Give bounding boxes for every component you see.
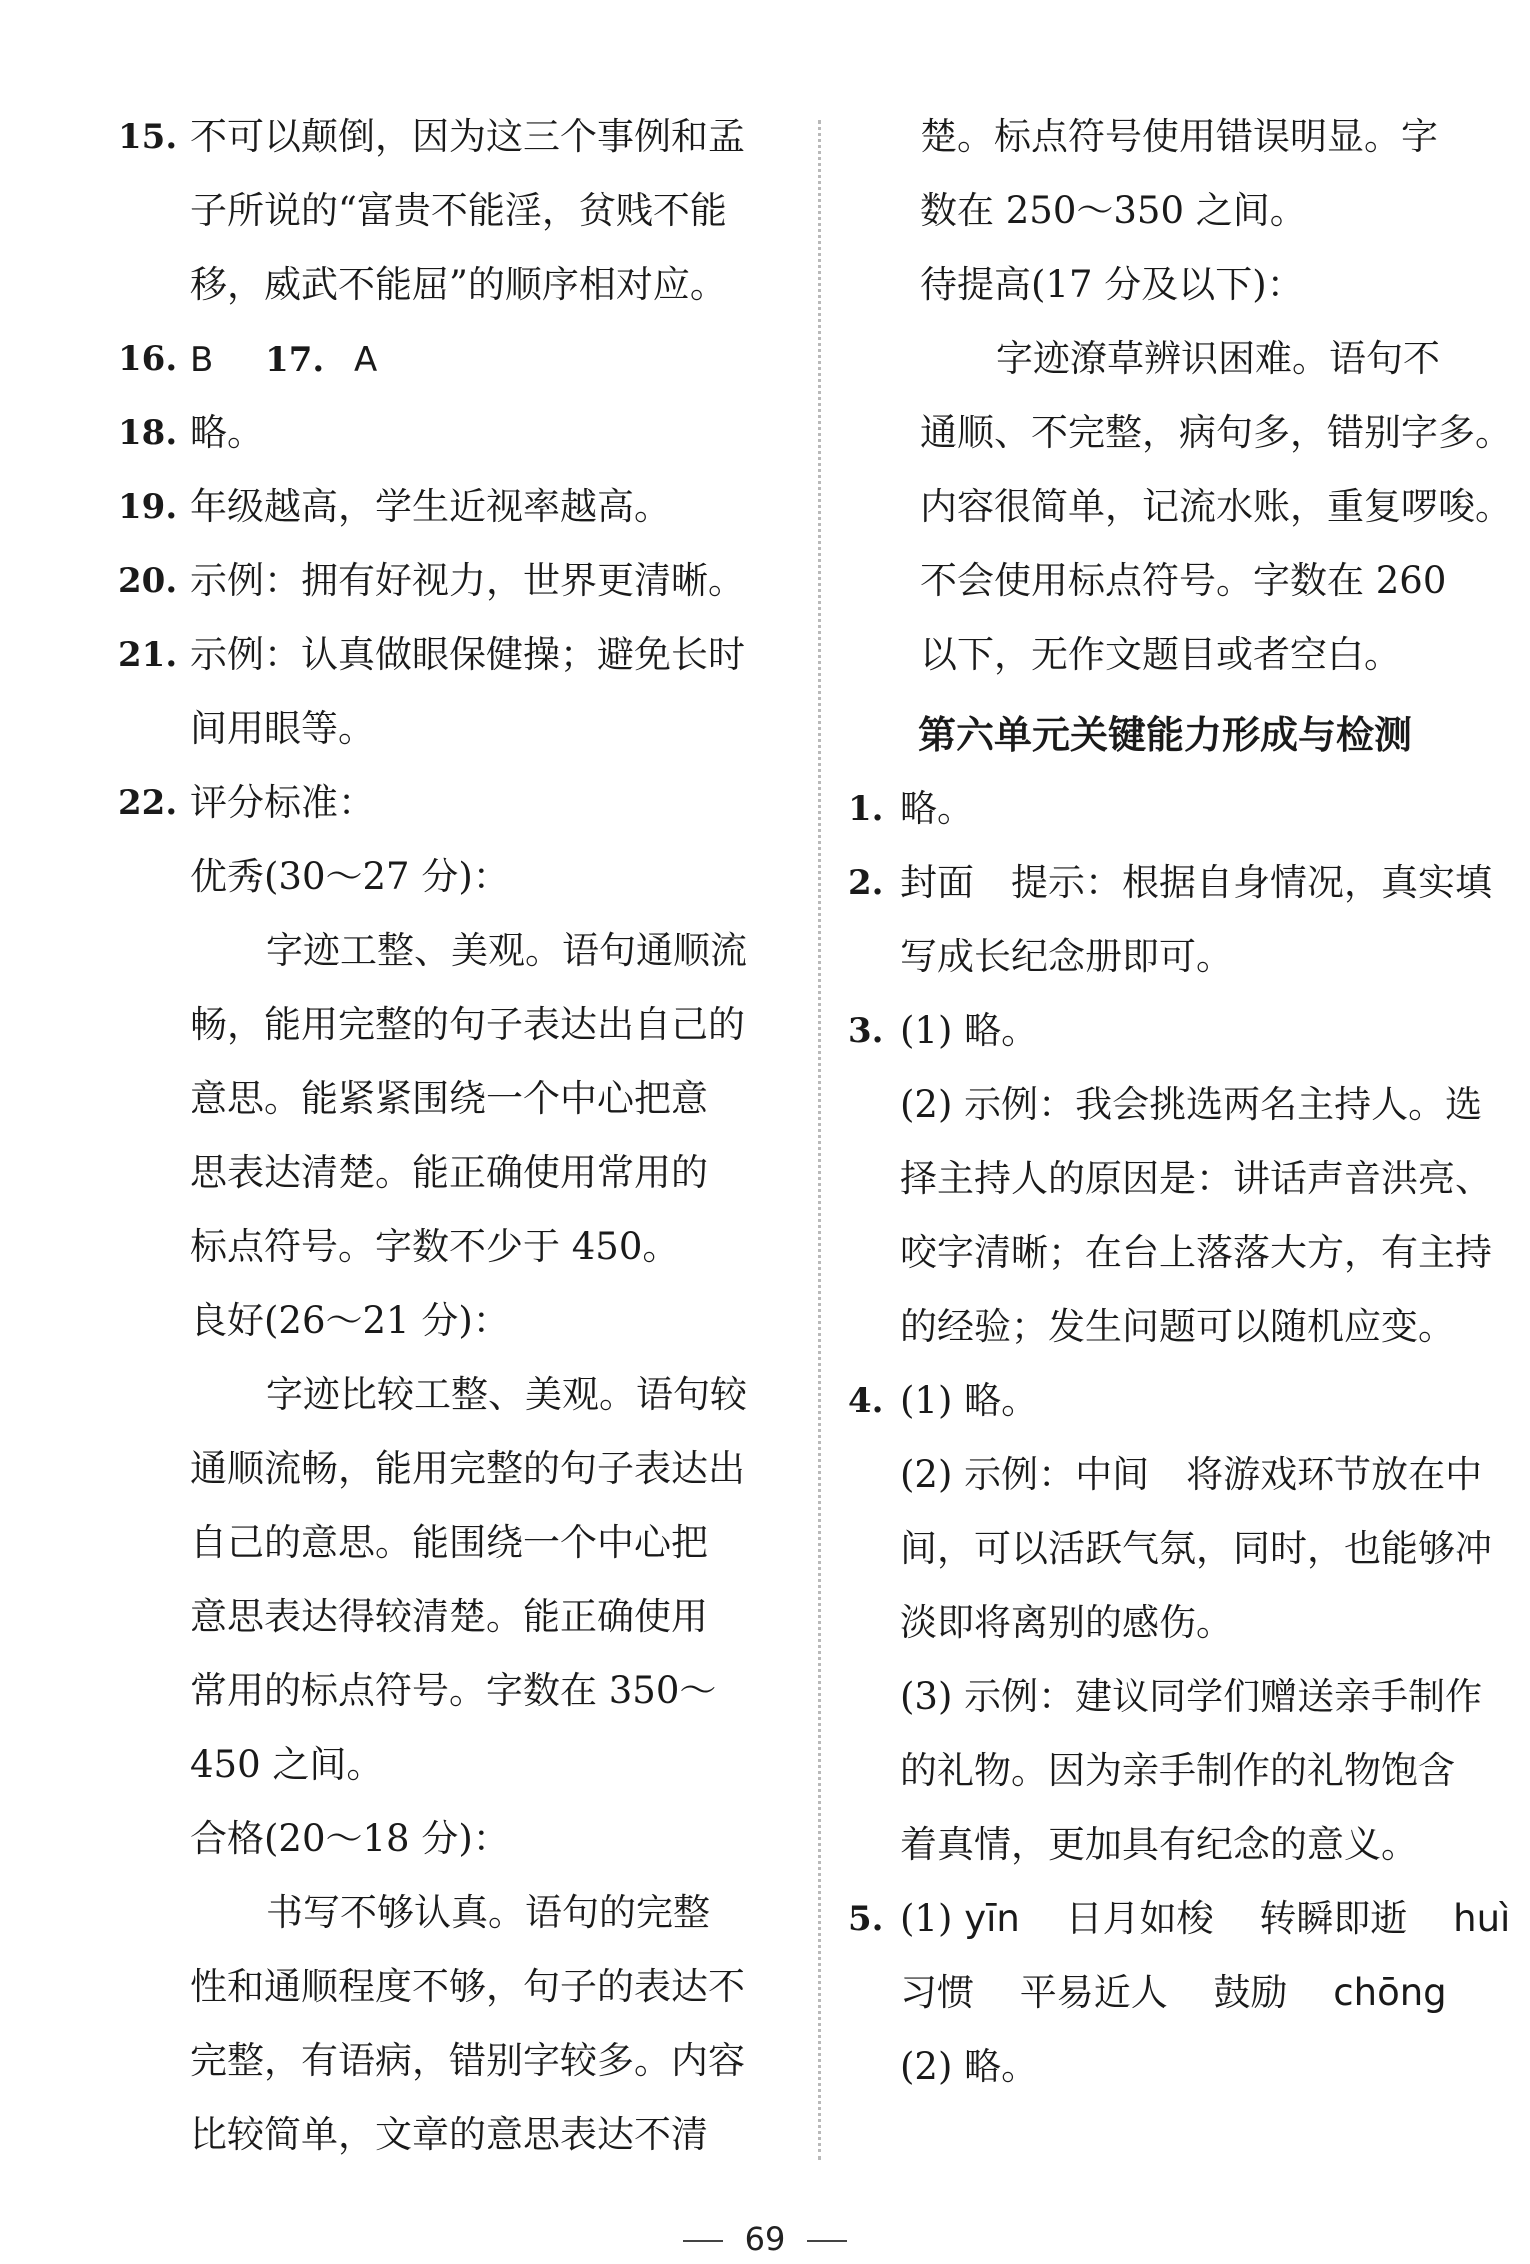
criteria-line: 意思。能紧紧围绕一个中心把意 [190,1077,708,1120]
question-3 [848,994,1498,1364]
question-5 [848,1882,1511,2104]
criteria-line: 以下，无作文题目或者空白。 [920,633,1401,676]
answer-line: 略。 [900,787,974,830]
question-number: 5. [848,1899,884,1939]
grade-title-pass: 合格(20～18 分)： [190,1817,510,1860]
answer-line: 子所说的“富贵不能淫，贫贱不能 [190,189,727,232]
word: 鼓励 [1213,1971,1288,2014]
answer-line: 略。 [190,411,264,454]
question-number: 18. [118,413,178,453]
answer-line: 淡即将离别的感伤。 [900,1601,1233,1644]
criteria-line: 不会使用标点符号。字数在 260 [920,559,1447,602]
criteria-line: 思表达清楚。能正确使用常用的 [190,1151,708,1194]
answer-line: 封面 提示：根据自身情况，真实填 [900,861,1492,904]
answer-line: (2) 示例：中间 将游戏环节放在中 [900,1453,1483,1496]
answer-line: (1) 略。 [900,1379,1039,1422]
word: 平易近人 [1019,1971,1168,2014]
answer-line: 间用眼等。 [190,707,375,750]
footer-rule-right [807,2240,847,2242]
pinyin: yīn [964,1897,1020,1940]
question-1 [848,772,1498,846]
question-number-17: 17. [265,340,325,380]
criteria-line: 意思表达得较清楚。能正确使用 [190,1595,708,1638]
question-number: 20. [118,561,178,601]
answer-line: 年级越高，学生近视率越高。 [190,485,671,528]
criteria-line: 字迹工整、美观。语句通顺流 [266,929,747,972]
question-22 [118,766,778,2172]
question-4 [848,1364,1498,1882]
sub-label: (1) [900,1897,953,1940]
left-column [118,100,778,2172]
page-number: 69 [744,2220,786,2258]
answer-line: 间，可以活跃气氛，同时，也能够冲 [900,1527,1492,1570]
answer-line: 写成长纪念册即可。 [900,935,1233,978]
question-number: 16. [118,339,178,379]
criteria-line: 性和通顺程度不够，句子的表达不 [190,1965,745,2008]
grade-title-good: 良好(26～21 分)： [190,1299,510,1342]
criteria-line: 450 之间。 [190,1743,384,1786]
grade-title-improve: 待提高(17 分及以下)： [920,263,1304,306]
criteria-line: 通顺、不完整，病句多，错别字多。 [920,411,1512,454]
pinyin: chōng [1333,1971,1447,2014]
answer-line: 示例：认真做眼保健操；避免长时 [190,633,745,676]
criteria-line: 常用的标点符号。字数在 350～ [190,1669,717,1712]
question-number: 1. [848,789,884,829]
answer-line [900,1956,1510,2030]
question-18 [118,396,778,470]
column-divider [818,120,821,2160]
answer-line: 咬字清晰；在台上落落大方，有主持 [900,1231,1492,1274]
answer-line: 不可以颠倒，因为这三个事例和孟 [190,115,745,158]
question-15 [118,100,778,322]
question-number: 21. [118,635,178,675]
question-number: 3. [848,1011,884,1051]
criteria-line: 字迹比较工整、美观。语句较 [266,1373,747,1416]
answer-line: (2) 示例：我会挑选两名主持人。选 [900,1083,1483,1126]
word: 转瞬即逝 [1259,1897,1408,1940]
question-2 [848,846,1498,994]
answer-line: 的经验；发生问题可以随机应变。 [900,1305,1455,1348]
right-column [848,100,1512,2104]
criteria-line: 标点符号。字数不少于 450。 [190,1225,680,1268]
criteria-line: 自己的意思。能围绕一个中心把 [190,1521,708,1564]
answer-line: 着真情，更加具有纪念的意义。 [900,1823,1418,1866]
question-number: 4. [848,1381,884,1421]
criteria-line: 数在 250～350 之间。 [920,189,1307,232]
question-21 [118,618,778,766]
page-footer [0,2220,1530,2258]
criteria-line: 完整，有语病，错别字较多。内容 [190,2039,745,2082]
question-number: 2. [848,863,884,903]
question-19 [118,470,778,544]
criteria-line: 比较简单，文章的意思表达不清 [190,2113,708,2156]
pinyin: huì [1453,1897,1511,1940]
pass-continuation [848,100,1512,692]
word: 习惯 [900,1971,974,2014]
criteria-line: 书写不够认真。语句的完整 [266,1891,710,1934]
question-number: 22. [118,783,178,823]
answer-line: (3) 示例：建议同学们赠送亲手制作 [900,1675,1483,1718]
answer-17: A [354,340,378,380]
answer-line: 示例：拥有好视力，世界更清晰。 [190,559,745,602]
question-number: 19. [118,487,178,527]
word: 日月如梭 [1065,1897,1214,1940]
question-number: 15. [118,117,178,157]
criteria-line: 畅，能用完整的句子表达出自己的 [190,1003,745,1046]
question-20 [118,544,778,618]
answer-line: 的礼物。因为亲手制作的礼物饱含 [900,1749,1455,1792]
answer-16: B [190,340,214,380]
criteria-line: 通顺流畅，能用完整的句子表达出 [190,1447,745,1490]
answer-line: 移，威武不能屈”的顺序相对应。 [190,263,727,306]
section-title: 第六单元关键能力形成与检测 [918,713,1413,757]
question-16-17 [118,322,778,396]
grade-title-excellent: 优秀(30～27 分)： [190,855,510,898]
answer-line: 择主持人的原因是：讲话声音洪亮、 [900,1157,1492,1200]
criteria-line: 内容很简单，记流水账，重复啰唆。 [920,485,1512,528]
answer-line [900,1882,1510,1956]
answer-line: (1) 略。 [900,1009,1039,1052]
footer-rule-left [683,2240,723,2242]
criteria-line: 字迹潦草辨识困难。语句不 [996,337,1440,380]
criteria-line: 楚。标点符号使用错误明显。字 [920,115,1438,158]
criteria-title: 评分标准： [190,781,375,824]
answer-line: (2) 略。 [900,2045,1039,2088]
